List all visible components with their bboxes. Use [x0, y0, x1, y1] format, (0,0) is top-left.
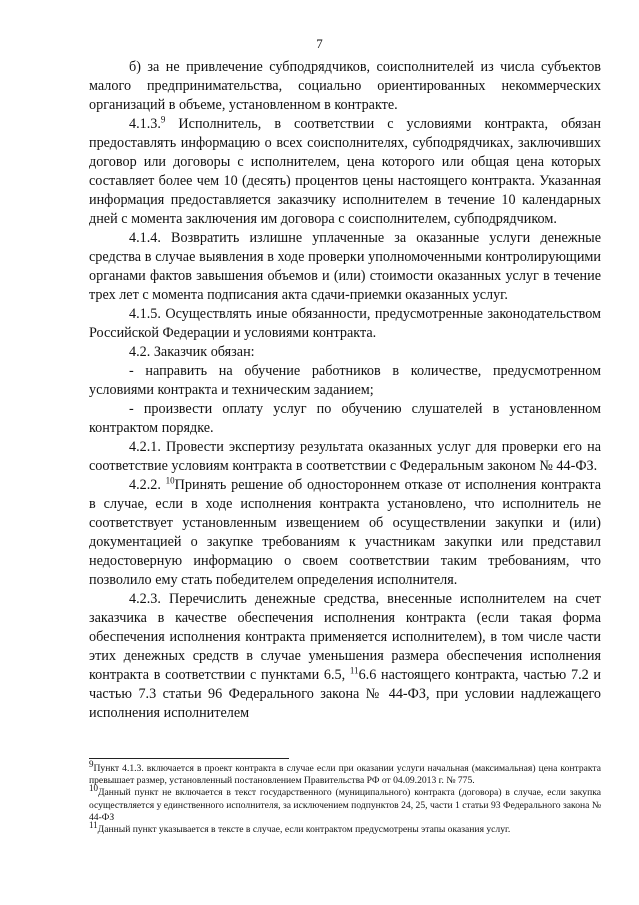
clause-text: Исполнитель, в соответствии с условиями контракта, обязан предоставлять информацию о всех соисполнителях, субподрядчиках, заключивших договор или договоры с исполнителем, цена которого или общая цена которых составляет более чем 10 (десять) процентов цены настоящего контракта. Указанная информация предоставляется заказчику исполнителем в течение 10 календарных дней с момента заключения им договора с соисполнителем, субподрядчиком.: [89, 116, 601, 227]
footnote-number: 10: [89, 783, 98, 794]
footnote: [89, 758, 601, 787]
page-number: 7: [316, 36, 323, 51]
footnote: [89, 819, 601, 836]
clause-number: 4.2.2.: [129, 477, 166, 493]
clause-text: Принять решение об одностороннем отказе от исполнения контракта в случае, если в ходе исполнения контракта установлено, что исполнитель не соответствует установленным извещением об осуществлении закупки и (или) документацией о закупке требованиям к участникам закупки или представил недостоверную информацию о своем соответствии таким требованиям, что позволило ему стать победителем определения исполнителя.: [89, 477, 602, 588]
paragraph-4-2-1: 4.2.1. Провести экспертизу результата оказанных услуг для проверки его на соответствие условиям контракта в соответствии с Федеральным законом № 44-ФЗ.: [89, 439, 601, 474]
footnote-ref: 10: [165, 475, 175, 486]
paragraph-4-1-5: 4.1.5. Осуществлять иные обязанности, предусмотренные законодательством Российской Федерации и условиями контракта.: [89, 306, 601, 341]
list-item-payment: - произвести оплату услуг по обучению слушателей в установленном контрактом порядке.: [89, 401, 601, 436]
clause-text-tail: 6.6 настоящего контракта, частью 7.2 и частью 7.3 статьи 96 Федерального закона № 44-ФЗ, при условии надлежащего исполнения исполнителем: [89, 667, 602, 721]
footnote-number: 11: [89, 819, 98, 830]
list-item-training: - направить на обучение работников в количестве, предусмотренном условиями контракта и техническим заданием;: [89, 363, 601, 398]
footnote: [89, 783, 601, 824]
paragraph-4-1-4: 4.1.4. Возвратить излишне уплаченные за оказанные услуги денежные средства в случае выявления в ходе проверки уполномоченными контролирующими органами фактов завышения объемов и (или) стоимости оказанных услуг в течение трех лет с момента подписания акта сдачи-приемки оказанных услуг.: [89, 230, 601, 303]
footnote-ref: 9: [160, 114, 166, 125]
paragraph-4-1-3: [89, 115, 601, 229]
footnotes: [89, 758, 601, 836]
paragraph-4-2-2: [89, 476, 601, 590]
footnote-text: Данный пункт не включается в текст государственного (муниципального) контракта (договора) в случае, если закупка осуществляется у единственного исполнителя, за исключением подпунктов 24, 25, части 1 статьи 93 Федерального закона № 44-ФЗ: [89, 787, 601, 823]
body-text: [89, 58, 601, 723]
paragraph-4-2: 4.2. Заказчик обязан:: [129, 344, 255, 360]
paragraph-subclause-b: б) за не привлечение субподрядчиков, соисполнителей из числа субъектов малого предпринимательства, социально ориентированных некоммерческих организаций в объеме, установленном в контракте.: [89, 59, 601, 113]
paragraph-4-2-3: [89, 590, 601, 723]
footnote-text: Пункт 4.1.3. включается в проект контракта в случае если при оказании услуги начальная (максимальная) цена контракта превышает размер, установленный постановлением Правительства РФ от 04.09.2013 г. № 775.: [89, 763, 601, 787]
footnote-ref: 11: [349, 665, 359, 676]
clause-text: 4.2.3. Перечислить денежные средства, внесенные исполнителем на счет заказчика в качестве обеспечения исполнения контракта (если такая форма обеспечения исполнения контракта применяется исполнителем), в том числе части этих денежных средств в случае уменьшения размера обеспечения исполнения контракта в соответствии с пунктами 6.5,: [89, 591, 601, 683]
footnote-text: Данный пункт указывается в тексте в случае, если контрактом предусмотрены этапы оказания услуг.: [97, 824, 511, 836]
footnote-number: 9: [89, 758, 94, 769]
footnote-divider: [89, 758, 289, 759]
clause-number: 4.1.3.: [129, 116, 161, 132]
